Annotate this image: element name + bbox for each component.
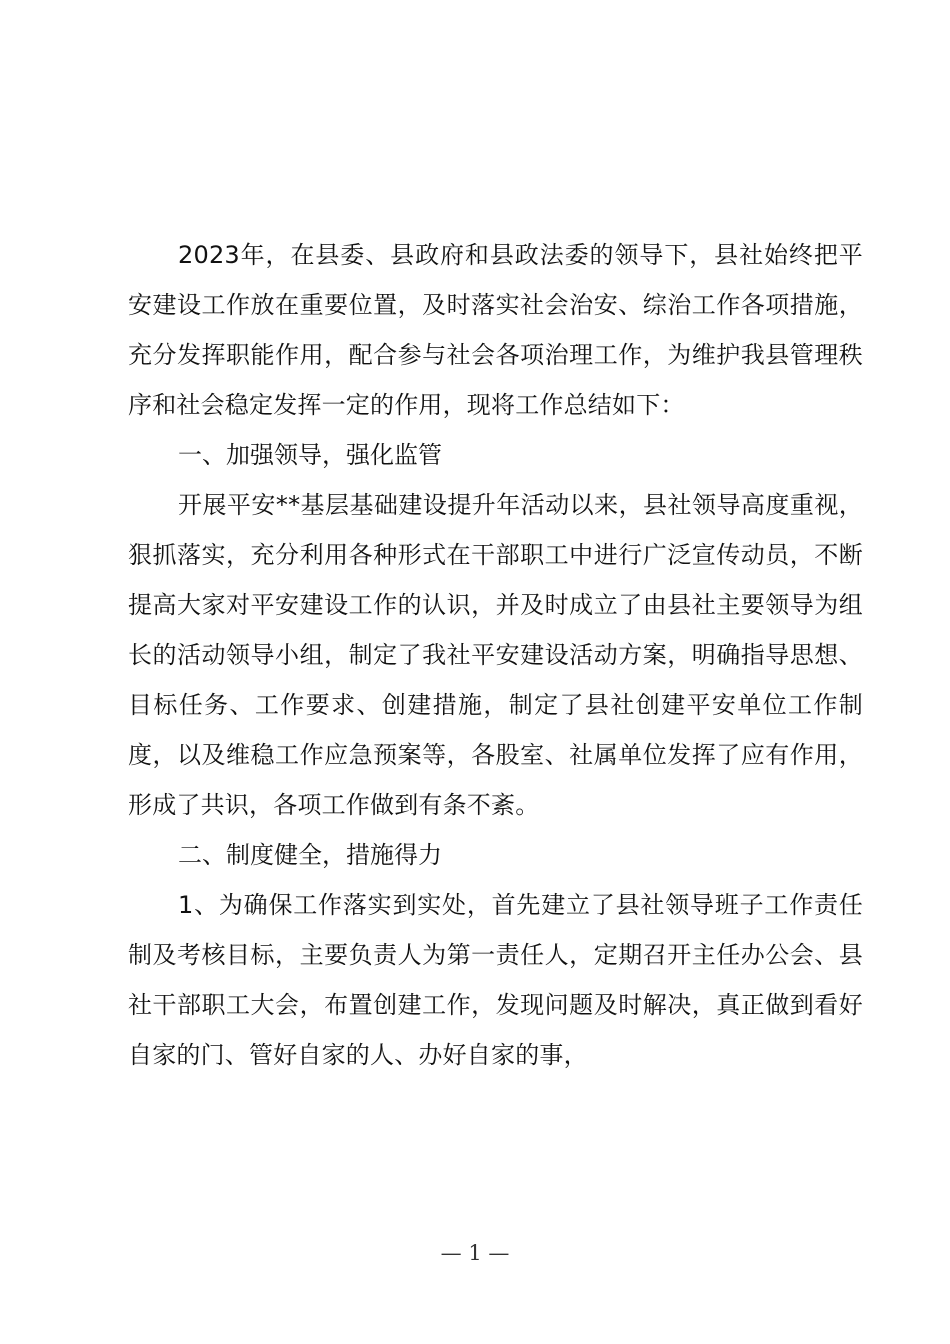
section-2-paragraph: 1、为确保工作落实到实处，首先建立了县社领导班子工作责任制及考核目标，主要负责人为第一责任人，定期召开主任办公会、县社干部职工大会，布置创建工作，发现问题及时解决，真正做到看好自家的门、管好自家的人、办好自家的事，: [128, 891, 863, 1069]
section-heading-1: 一、加强领导，强化监管: [178, 441, 442, 469]
document-body: [128, 230, 863, 1080]
section-1-paragraph: 开展平安**基层基础建设提升年活动以来，县社领导高度重视，狠抓落实，充分利用各种形式在干部职工中进行广泛宣传动员，不断提高大家对平安建设工作的认识，并及时成立了由县社主要领导为组长的活动领导小组，制定了我社平安建设活动方案，明确指导思想、目标任务、工作要求、创建措施，制定了县社创建平安单位工作制度，以及维稳工作应急预案等，各股室、社属单位发挥了应有作用，形成了共识，各项工作做到有条不紊。: [128, 491, 863, 819]
section-heading-2: 二、制度健全，措施得力: [178, 841, 442, 869]
intro-paragraph: 2023年，在县委、县政府和县政法委的领导下，县社始终把平安建设工作放在重要位置，及时落实社会治安、综治工作各项措施，充分发挥职能作用，配合参与社会各项治理工作，为维护我县管理秩序和社会稳定发挥一定的作用，现将工作总结如下：: [128, 241, 863, 419]
page-number: — 1 —: [440, 1241, 510, 1265]
